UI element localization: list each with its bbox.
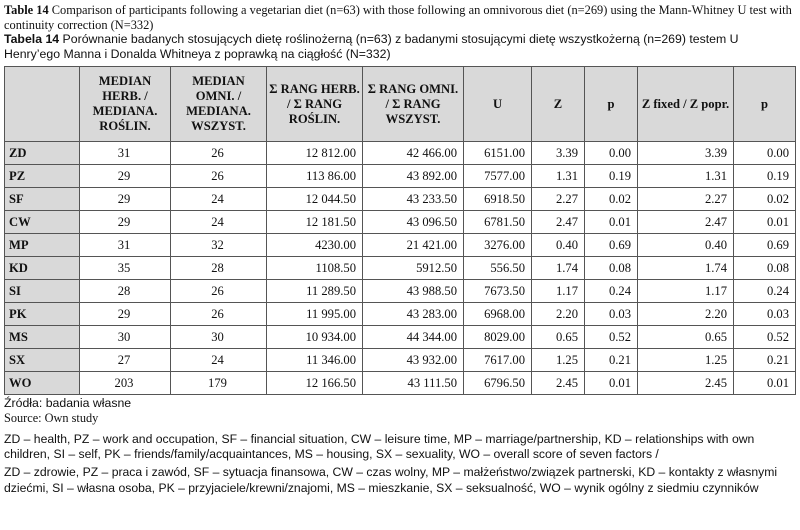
table-row xyxy=(5,234,796,257)
table-cell-median-omni: 30 xyxy=(171,326,267,349)
table-cell-rang-omni: 43 111.50 xyxy=(363,372,464,395)
caption-english xyxy=(4,3,796,32)
table-cell-u: 6796.50 xyxy=(464,372,532,395)
table-cell-p2: 0.01 xyxy=(734,211,796,234)
table-cell-rang-omni: 44 344.00 xyxy=(363,326,464,349)
table-cell-median-omni: 26 xyxy=(171,303,267,326)
table-cell-median-herb: 28 xyxy=(80,280,171,303)
table-cell-median-herb: 31 xyxy=(80,234,171,257)
table-cell-rang-herb: 11 289.50 xyxy=(267,280,363,303)
table-cell-u: 7617.00 xyxy=(464,349,532,372)
caption-english-text: Comparison of participants following a vegetarian diet (n=63) with those following an omnivorous diet (n=269) using the Mann-Whitney U test with continuity correction (N=332) xyxy=(4,3,792,32)
table-cell-p: 0.52 xyxy=(585,326,638,349)
table-cell-median-omni: 24 xyxy=(171,349,267,372)
table-cell-p2: 0.21 xyxy=(734,349,796,372)
table-cell-p2: 0.03 xyxy=(734,303,796,326)
table-cell-p2: 0.08 xyxy=(734,257,796,280)
table-cell-z: 2.45 xyxy=(532,372,585,395)
table-cell-z: 2.27 xyxy=(532,188,585,211)
table-cell-rang-herb: 12 181.50 xyxy=(267,211,363,234)
table-cell-median-herb: 29 xyxy=(80,211,171,234)
row-label: KD xyxy=(5,257,80,280)
table-cell-rang-omni: 43 233.50 xyxy=(363,188,464,211)
table-cell-median-omni: 24 xyxy=(171,188,267,211)
table-cell-u: 8029.00 xyxy=(464,326,532,349)
table-cell-median-omni: 32 xyxy=(171,234,267,257)
table-cell-p2: 0.00 xyxy=(734,142,796,165)
table-cell-p: 0.08 xyxy=(585,257,638,280)
table-row xyxy=(5,142,796,165)
table-cell-median-omni: 26 xyxy=(171,165,267,188)
table-cell-u: 7673.50 xyxy=(464,280,532,303)
table-cell-rang-herb: 12 166.50 xyxy=(267,372,363,395)
table-cell-rang-omni: 43 096.50 xyxy=(363,211,464,234)
source-english: Source: Own study xyxy=(4,410,99,425)
table-cell-z: 2.20 xyxy=(532,303,585,326)
legend-english: ZD – health, PZ – work and occupation, SF – financial situation, CW – leisure time, MP – marriage/partnership, KD – relationships with own children, SI – self, PK – friends/family/acquaintances, MS – housing, SX – sexuality, WO – overall score of seven factors / xyxy=(4,431,755,462)
table-cell-rang-herb: 11 995.00 xyxy=(267,303,363,326)
table-row xyxy=(5,349,796,372)
table-cell-median-herb: 31 xyxy=(80,142,171,165)
table-cell-p: 0.69 xyxy=(585,234,638,257)
row-label: SX xyxy=(5,349,80,372)
table-cell-median-herb: 27 xyxy=(80,349,171,372)
row-label: PZ xyxy=(5,165,80,188)
header-cell: Z fixed / Z popr. xyxy=(638,67,734,142)
table-cell-z: 1.17 xyxy=(532,280,585,303)
table-cell-p: 0.01 xyxy=(585,372,638,395)
table-cell-z-fixed: 1.25 xyxy=(638,349,734,372)
table-row xyxy=(5,372,796,395)
table-cell-z-fixed: 1.74 xyxy=(638,257,734,280)
table-cell-median-omni: 26 xyxy=(171,142,267,165)
table-cell-rang-omni: 43 988.50 xyxy=(363,280,464,303)
legend-polish: ZD – zdrowie, PZ – praca i zawód, SF – sytuacja finansowa, CW – czas wolny, MP – małżeństwo/związek partnerski, KD – kontakty z własnymi dziećmi, SI – własna osoba, PK – przyjaciele/krewni/znajomi, MS – mieszkanie, SX – seksualność, WO – wynik ogólny z siedmiu czynników xyxy=(4,465,778,495)
header-cell: p xyxy=(734,67,796,142)
table-cell-median-herb: 30 xyxy=(80,326,171,349)
header-cell: Σ RANG OMNI. / Σ RANG WSZYST. xyxy=(363,67,464,142)
table-cell-u: 7577.00 xyxy=(464,165,532,188)
row-label: WO xyxy=(5,372,80,395)
table-cell-rang-herb: 12 044.50 xyxy=(267,188,363,211)
table-cell-median-omni: 24 xyxy=(171,211,267,234)
caption-polish-label: Tabela 14 xyxy=(4,32,60,47)
table-cell-z-fixed: 2.47 xyxy=(638,211,734,234)
table-row xyxy=(5,165,796,188)
table-cell-rang-omni: 43 932.00 xyxy=(363,349,464,372)
table-cell-median-herb: 29 xyxy=(80,188,171,211)
table-cell-rang-herb: 10 934.00 xyxy=(267,326,363,349)
table-row xyxy=(5,326,796,349)
table-cell-z-fixed: 1.17 xyxy=(638,280,734,303)
table-cell-median-herb: 29 xyxy=(80,303,171,326)
table-cell-z: 1.25 xyxy=(532,349,585,372)
table-cell-rang-herb: 1108.50 xyxy=(267,257,363,280)
table-cell-z-fixed: 2.45 xyxy=(638,372,734,395)
table-row xyxy=(5,257,796,280)
table-cell-median-omni: 26 xyxy=(171,280,267,303)
row-label: SF xyxy=(5,188,80,211)
table-cell-rang-omni: 43 892.00 xyxy=(363,165,464,188)
table-cell-z-fixed: 0.40 xyxy=(638,234,734,257)
header-cell: Σ RANG HERB. / Σ RANG ROŚLIN. xyxy=(267,67,363,142)
table-cell-p: 0.01 xyxy=(585,211,638,234)
row-label: PK xyxy=(5,303,80,326)
table-cell-rang-herb: 12 812.00 xyxy=(267,142,363,165)
table-cell-z: 2.47 xyxy=(532,211,585,234)
table-cell-p: 0.19 xyxy=(585,165,638,188)
table-cell-rang-omni: 21 421.00 xyxy=(363,234,464,257)
results-table xyxy=(4,66,796,395)
table-cell-p2: 0.24 xyxy=(734,280,796,303)
table-cell-p: 0.24 xyxy=(585,280,638,303)
table-cell-z: 3.39 xyxy=(532,142,585,165)
table-row xyxy=(5,303,796,326)
header-cell: MEDIAN OMNI. / MEDIANA. WSZYST. xyxy=(171,67,267,142)
row-label: MP xyxy=(5,234,80,257)
table-cell-z: 1.74 xyxy=(532,257,585,280)
table-cell-p2: 0.52 xyxy=(734,326,796,349)
table-cell-median-omni: 179 xyxy=(171,372,267,395)
table-cell-p: 0.03 xyxy=(585,303,638,326)
table-cell-rang-herb: 113 86.00 xyxy=(267,165,363,188)
table-cell-p2: 0.01 xyxy=(734,372,796,395)
header-cell: Z xyxy=(532,67,585,142)
table-cell-median-omni: 28 xyxy=(171,257,267,280)
table-body xyxy=(5,142,796,395)
table-cell-rang-omni: 42 466.00 xyxy=(363,142,464,165)
header-cell: MEDIAN HERB. / MEDIANA. ROŚLIN. xyxy=(80,67,171,142)
header-cell: U xyxy=(464,67,532,142)
header-cell: p xyxy=(585,67,638,142)
table-cell-z-fixed: 1.31 xyxy=(638,165,734,188)
table-cell-median-herb: 35 xyxy=(80,257,171,280)
table-cell-z: 0.40 xyxy=(532,234,585,257)
table-cell-p2: 0.69 xyxy=(734,234,796,257)
table-cell-rang-herb: 11 346.00 xyxy=(267,349,363,372)
table-row xyxy=(5,188,796,211)
table-cell-p2: 0.02 xyxy=(734,188,796,211)
table-cell-z-fixed: 2.20 xyxy=(638,303,734,326)
row-label: ZD xyxy=(5,142,80,165)
table-cell-p: 0.02 xyxy=(585,188,638,211)
caption-english-label: Table 14 xyxy=(4,3,49,17)
table-cell-u: 6968.00 xyxy=(464,303,532,326)
header-cell-empty xyxy=(5,67,80,142)
table-cell-u: 6151.00 xyxy=(464,142,532,165)
table-cell-u: 6781.50 xyxy=(464,211,532,234)
table-cell-p2: 0.19 xyxy=(734,165,796,188)
table-cell-rang-herb: 4230.00 xyxy=(267,234,363,257)
table-cell-u: 556.50 xyxy=(464,257,532,280)
table-cell-u: 3276.00 xyxy=(464,234,532,257)
table-cell-z: 0.65 xyxy=(532,326,585,349)
caption-polish xyxy=(4,32,796,61)
table-header-row xyxy=(5,67,796,142)
row-label: SI xyxy=(5,280,80,303)
table-cell-p: 0.21 xyxy=(585,349,638,372)
caption-polish-text: Porównanie badanych stosujących dietę roślinożerną (n=63) z badanymi stosującymi dietę wszystkożerną (n=269) testem U Henry’ego Manna i Donalda Whitneya z poprawką na ciągłość (N=332) xyxy=(4,32,739,61)
table-cell-z-fixed: 3.39 xyxy=(638,142,734,165)
table-row xyxy=(5,280,796,303)
table-cell-median-herb: 29 xyxy=(80,165,171,188)
row-label: MS xyxy=(5,326,80,349)
row-label: CW xyxy=(5,211,80,234)
source-polish: Źródła: badania własne xyxy=(4,396,132,411)
table-cell-p: 0.00 xyxy=(585,142,638,165)
table-cell-median-herb: 203 xyxy=(80,372,171,395)
table-cell-z-fixed: 2.27 xyxy=(638,188,734,211)
table-cell-rang-omni: 43 283.00 xyxy=(363,303,464,326)
table-cell-rang-omni: 5912.50 xyxy=(363,257,464,280)
table-cell-u: 6918.50 xyxy=(464,188,532,211)
table-row xyxy=(5,211,796,234)
table-cell-z: 1.31 xyxy=(532,165,585,188)
table-cell-z-fixed: 0.65 xyxy=(638,326,734,349)
